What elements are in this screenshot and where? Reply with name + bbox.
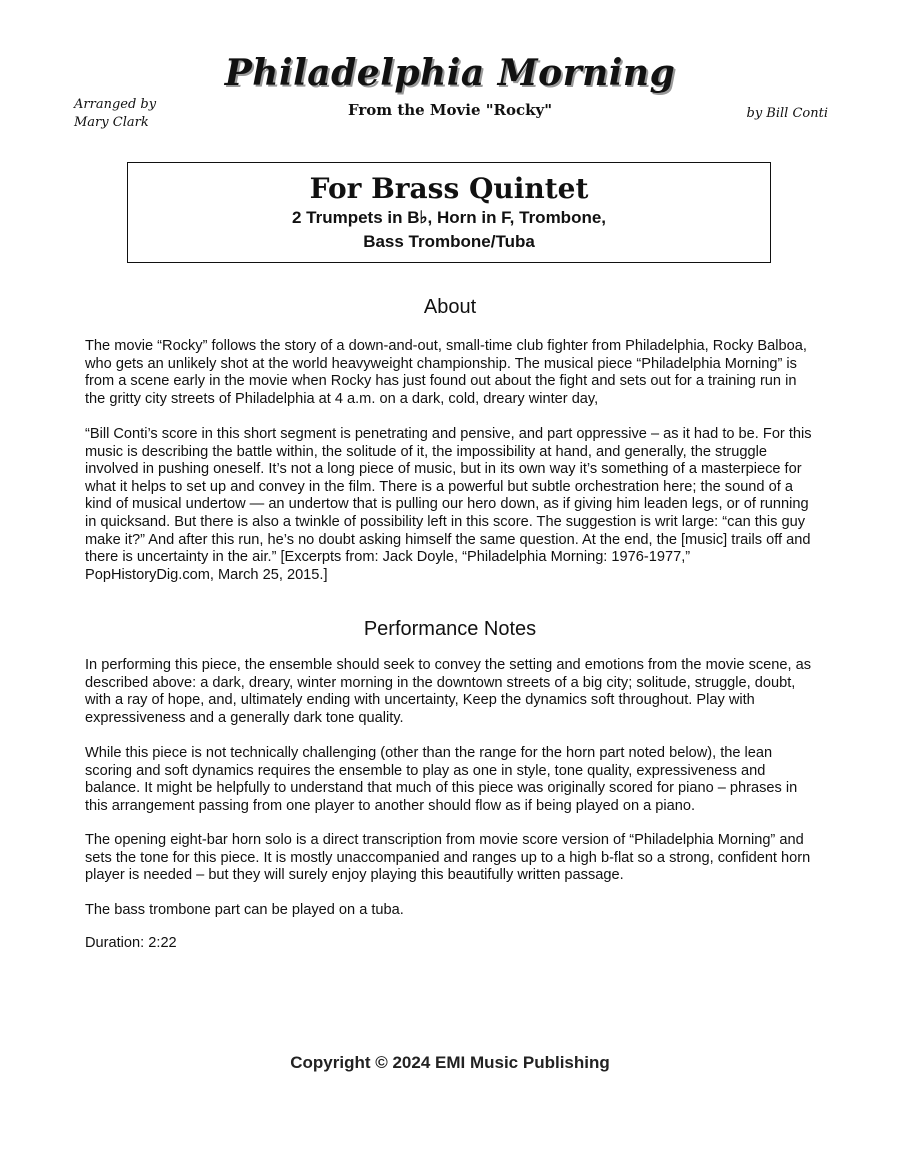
performance-paragraph-1: In performing this piece, the ensemble should seek to convey the setting and emotions from the movie scene, as described above: a dark, dreary, winter morning in the downtown streets of a big city; solitude, struggle, doubt, with a ray of hope, and, ultimately ending with uncertainty, Keep the dynamics soft throughout. Play with expressiveness and a generally dark tone quality. [85, 657, 812, 726]
copyright: Copyright © 2024 EMI Music Publishing [290, 1053, 610, 1072]
instrumentation-line-2: Bass Trombone/Tuba [363, 232, 535, 251]
about-paragraph-1: The movie “Rocky” follows the story of a down-and-out, small-time club fighter from Philadelphia, Rocky Balboa, who gets an unlikely shot at the world heavyweight championship. The musical piece “Philadelphia Morning” is from a scene early in the movie when Rocky has just found out about the fight and sets out for a training run in the gritty city streets of Philadelphia at 4 a.m. on a dark, cold, dreary winter day, [85, 338, 807, 407]
performance-paragraph-3: The opening eight-bar horn solo is a direct transcription from movie score version of “Philadelphia Morning” and sets the tone for this piece. It is mostly unaccompanied and ranges up to a high b-flat so a strong, confident horn player is needed – but they will surely enjoy playing this beautifully written passage. [85, 832, 811, 884]
instrumentation-title: For Brass Quintet [309, 172, 589, 205]
performance-heading: Performance Notes [363, 618, 537, 640]
composer-credit: by Bill Conti [746, 106, 828, 121]
about-heading: About [423, 296, 477, 318]
performance-paragraph-2: While this piece is not technically challenging (other than the range for the horn part noted below), the lean scoring and soft dynamics requires the ensemble to play as one in style, tone quality, expressiveness and balance. It might be helpfully to understand that much of this piece was originally scored for piano – phrases in this arrangement passing from one player to another should flow as if being played on a piano. [85, 745, 798, 814]
page-title: Philadelphia Morning [224, 52, 676, 94]
performance-paragraph-4: The bass trombone part can be played on a tuba. [85, 902, 404, 918]
duration: Duration: 2:22 [85, 935, 177, 951]
page-subtitle: From the Movie "Rocky" [347, 101, 553, 119]
instrumentation-box [127, 162, 771, 263]
instrumentation-line-1: 2 Trumpets in B♭, Horn in F, Trombone, [291, 208, 607, 227]
arranger-credit [74, 96, 156, 132]
arranger-name: Mary Clark [74, 115, 149, 130]
about-paragraph-2: “Bill Conti’s score in this short segment is penetrating and pensive, and part oppressive – as it had to be. For this music is describing the battle within, the solitude of it, the impossibility at hand, and generally, the struggle involved in pushing oneself. It’s not a long piece of music, but in its own way it’s something of a masterpiece for what it helps to set up and convey in the film. There is a powerful but subtle orchestration here; the sound of a kind of musical undertow — an undertow that is pulling our hero down, as if giving him leaden legs, or of running in quicksand. But there is also a twinkle of possibility left in this score. The suggestion is writ large: “can this guy make it?” And after this run, he’s no doubt asking himself the same question. At the end, the [music] trails off and there is uncertainty in the air.” [Excerpts from: Jack Doyle, “Philadelphia Morning: 1976-1977,” PopHistoryDig.com, March 25, 2015.] [85, 426, 812, 583]
arranger-label: Arranged by [74, 97, 157, 112]
